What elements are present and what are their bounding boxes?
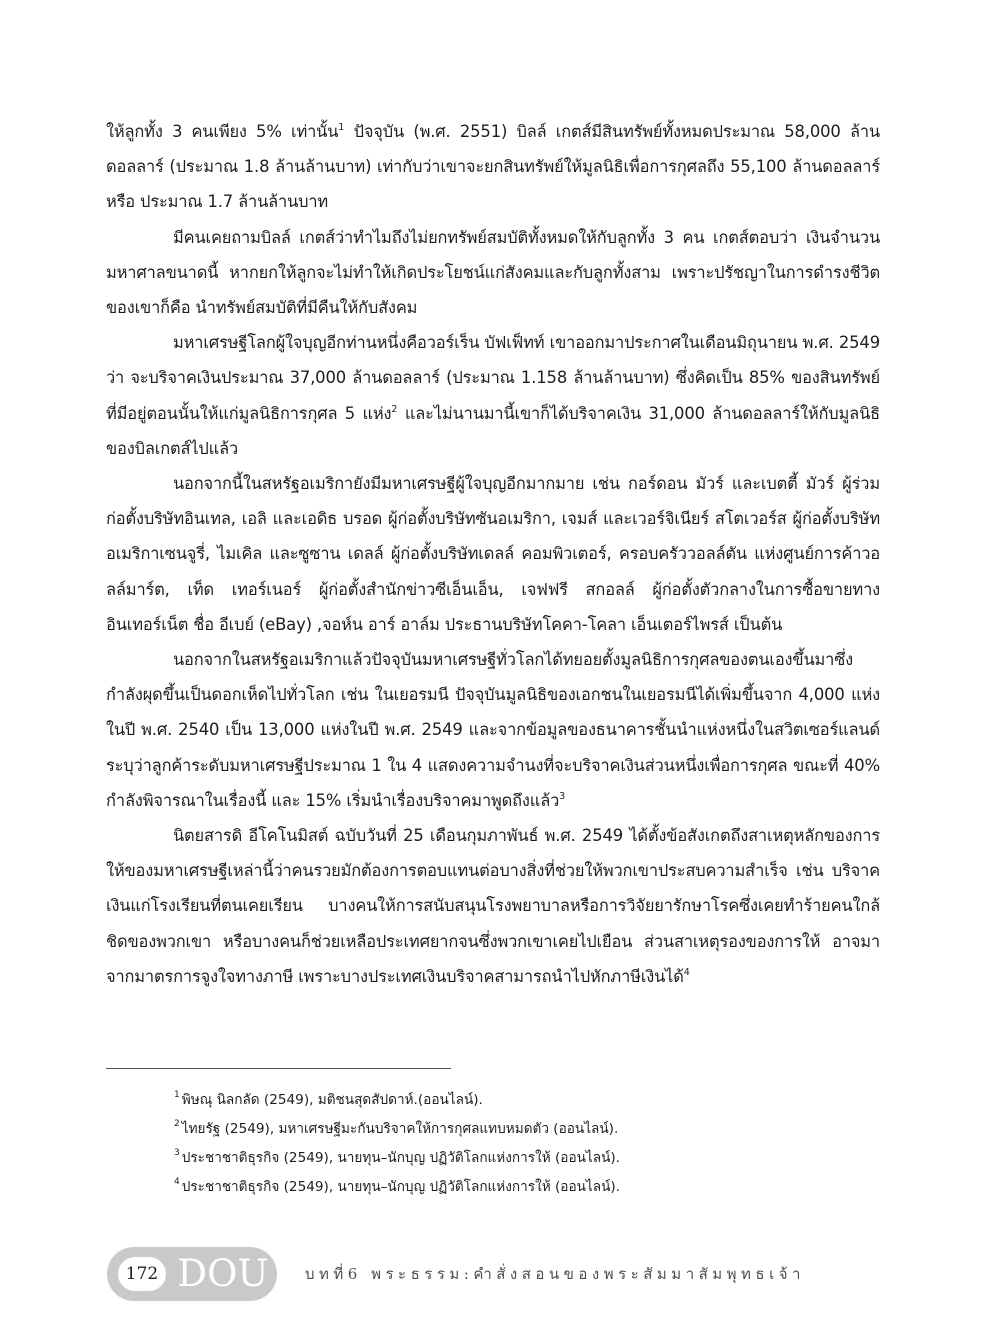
footnote-4: $^4$ ประชาชาติธุรกิจ (2549), นายทุน–นักบุญ ปฏิวัติโลกแห่งการให้ (ออนไลน์). (174, 1177, 621, 1195)
brand-logo: DOU (177, 1252, 269, 1295)
footnote-ref-2: 2 (391, 403, 398, 415)
paragraph-5: นอกจากในสหรัฐอเมริกาแล้วปัจจุบันมหาเศรษฐีทั่วโลกได้ทยอยตั้งมูลนิธิการกุศลของตนเองขึ้นมาซึ่งกำลังผุดขึ้นเป็นดอกเห็ดไปทั่วโลก เช่น ในเยอรมนี ปัจจุบันมูลนิธิของเอกชนในเยอรมนีได้เพิ่มขึ้นจาก 4,000 แห่ง ในปี พ.ศ. 2540 เป็น 13,000 แห่งในปี พ.ศ. 2549 และจากข้อมูลของธนาคารชั้นนำแห่งหนึ่งในสวิตเซอร์แลนด์ ระบุว่าลูกค้าระดับมหาเศรษฐีประมาณ 1 ใน 4 แสดงความจำนงที่จะบริจาคเงินส่วนหนึ่งเพื่อการกุศล ขณะที่ 40% กำลังพิจารณาในเรื่องนี้ และ 15% เริ่มนำเรื่องบริจาคมาพูดถึงแล้ว$^3$ (106, 650, 880, 810)
page-number: 172 (118, 1257, 166, 1291)
footnote-1: $^1$ พิษณุ นิลกลัด (2549), มติชนสุดสัปดาห์.(ออนไลน์). (174, 1090, 483, 1108)
page-badge (107, 1247, 277, 1301)
paragraph-3: มหาเศรษฐีโลกผู้ใจบุญอีกท่านหนึ่งคือวอร์เร็น บัฟเฟ็ทท์ เขาออกมาประกาศในเดือนมิถุนายน พ.ศ. 2549 ว่า จะบริจาคเงินประมาณ 37,000 ล้านดอลลาร์ (ประมาณ 1.158 ล้านล้านบาท) ซึ่งคิดเป็น 85% ของสินทรัพย์ที่มีอยู่ตอนนั้นให้แก่มูลนิธิการกุศล 5 แห่ง$^2$ และไม่นานมานี้เขาก็ได้บริจาคเงิน 31,000 ล้านดอลลาร์ให้กับมูลนิธิของบิลเกตส์ไปแล้ว (106, 333, 880, 458)
page-footer (107, 1247, 887, 1301)
footnote-ref-3: 3 (559, 790, 566, 802)
footnote-ref-1: 1 (338, 122, 345, 133)
footnote-3: $^3$ ประชาชาติธุรกิจ (2549), นายทุน–นักบุญ ปฏิวัติโลกแห่งการให้ (ออนไลน์). (174, 1148, 621, 1166)
paragraph-1: ให้ลูกทั้ง 3 คนเพียง 5% เท่านั้น$^1$ ปัจจุบัน (พ.ศ. 2551) บิลล์ เกตส์มีสินทรัพย์ทั้งหมดประมาณ 58,000 ล้านดอลลาร์ (ประมาณ 1.8 ล้านล้านบาท) เท่ากับว่าเขาจะยกสินทรัพย์ให้มูลนิธิเพื่อการกุศลถึง 55,100 ล้านดอลลาร์ หรือ ประมาณ 1.7 ล้านล้านบาท (106, 122, 880, 212)
paragraph-4: นอกจากนี้ในสหรัฐอเมริกายังมีมหาเศรษฐีผู้ใจบุญอีกมากมาย เช่น กอร์ดอน มัวร์ และเบตตี้ มัวร์ ผู้ร่วมก่อตั้งบริษัทอินเทล, เอลิ และเอดิธ บรอด ผู้ก่อตั้งบริษัทซันอเมริกา, เจมส์ และเวอร์จิเนียร์ สโตเวอร์ส ผู้ก่อตั้งบริษัทอเมริกาเซนจูรี่, ไมเคิล และซูซาน เดลล์ ผู้ก่อตั้งบริษัทเดลล์ คอมพิวเตอร์, ครอบครัววอลล์ตัน แห่งศูนย์การค้าวอลล์มาร์ต, เท็ด เทอร์เนอร์ ผู้ก่อตั้งสำนักข่าวซีเอ็นเอ็น, เจฟฟรี สกอลล์ ผู้ก่อตั้งตัวกลางในการซื้อขายทางอินเทอร์เน็ต ชื่อ อีเบย์ (eBay) ,จอห์น อาร์ อาล์ม ประธานบริษัทโคคา-โคลา เอ็นเตอร์ไพรส์ เป็นต้น (106, 474, 880, 634)
body-text (106, 114, 880, 994)
footnote-ref-4: 4 (683, 966, 690, 978)
chapter-title: บทที่6 พระธรรม:คำสั่งสอนของพระสัมมาสัมพุทธเจ้า (305, 1265, 805, 1283)
paragraph-2: มีคนเคยถามบิลล์ เกตส์ว่าทำไมถึงไม่ยกทรัพย์สมบัติทั้งหมดให้กับลูกทั้ง 3 คน เกตส์ตอบว่า เงินจำนวนมหาศาลขนาดนี้ หากยกให้ลูกจะไม่ทำให้เกิดประโยชน์แก่สังคมและกับลูกทั้งสาม เพราะปรัชญาในการดำรงชีวิตของเขาก็คือ นำทรัพย์สมบัติที่มีคืนให้กับสังคม (106, 227, 880, 318)
paragraph-6: นิตยสารดิ อีโคโนมิสต์ ฉบับวันที่ 25 เดือนกุมภาพันธ์ พ.ศ. 2549 ได้ตั้งข้อสังเกตถึงสาเหตุหลักของการให้ของมหาเศรษฐีเหล่านี้ว่าคนรวยมักต้องการตอบแทนต่อบางสิ่งที่ช่วยให้พวกเขาประสบความสำเร็จ เช่น บริจาคเงินแก่โรงเรียนที่ตนเคยเรียน บางคนให้การสนับสนุนโรงพยาบาลหรือการวิจัยยารักษาโรคซึ่งเคยทำร้ายคนใกล้ชิดของพวกเขา หรือบางคนก็ช่วยเหลือประเทศยากจนซึ่งพวกเขาเคยไปเยือน ส่วนสาเหตุรองของการให้ อาจมาจากมาตรการจูงใจทางภาษี เพราะบางประเทศเงินบริจาคสามารถนำไปหักภาษีเงินได้$^4$ (106, 826, 880, 986)
footnote-2: $^2$ ไทยรัฐ (2549), มหาเศรษฐีมะกันบริจาคให้การกุศลแทบหมดตัว (ออนไลน์). (174, 1119, 619, 1137)
footnote-divider (106, 1068, 451, 1069)
footnotes (174, 1086, 874, 1202)
